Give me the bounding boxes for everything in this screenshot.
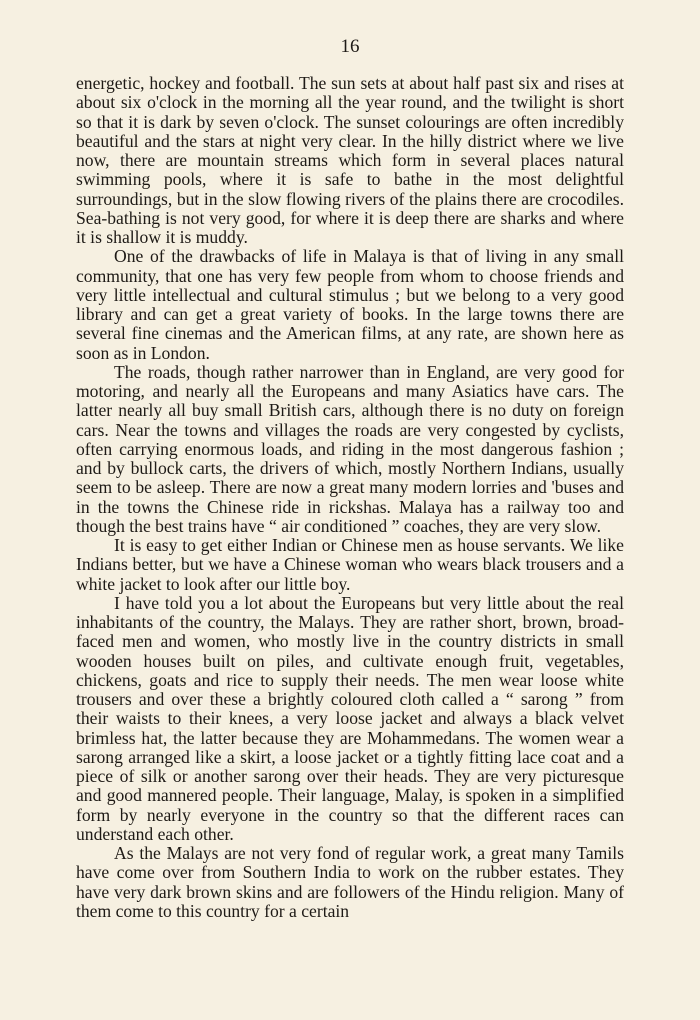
page-number: 16 — [340, 36, 360, 57]
paragraph-community: One of the drawbacks of life in Malaya is that of living in any small community, that one has very few people from whom to choose friends and very little intellectual and cultural stimulus ; but we belong to a very good library and can get a great variety of books. In the large towns there are several fine cinemas and the American films, at any rate, are shown here as soon as in London. — [76, 246, 624, 363]
paragraph-servants: It is easy to get either Indian or Chinese men as house servants. We like Indians better, but we have a Chinese woman who wears black trousers and a white jacket to look after our little boy. — [76, 535, 624, 594]
paragraph-tamils: As the Malays are not very fond of regular work, a great many Tamils have come over from Southern India to work on the rubber estates. They have very dark brown skins and are followers of the Hindu religion. Many of them come to this country for a certain — [76, 843, 624, 921]
paragraph-malays: I have told you a lot about the Europeans but very little about the real inhabitants of the country, the Malays. They are rather short, brown, broad-faced men and women, who mostly live in the country districts in small wooden houses built on piles, and cultivate enough fruit, vegetables, chickens, goats and rice to supply their needs. The men wear loose white trousers and over these a brightly coloured cloth called a “ sarong ” from their waists to their knees, a very loose jacket and always a black velvet brimless hat, the latter because they are Mohammedans. The women wear a sarong arranged like a skirt, a loose jacket or a tightly fitting lace coat and a piece of silk or another sarong over their heads. They are very picturesque and good mannered people. Their language, Malay, is spoken in a simplified form by nearly everyone in the country so that the different races can understand each other. — [76, 592, 624, 844]
paragraph-roads: The roads, though rather narrower than in England, are very good for motoring, and nearly all the Europeans and many Asiatics have cars. The latter nearly all buy small British cars, although there is no duty on foreign cars. Near the towns and villages the roads are very congested by cyclists, often carrying enormous loads, and riding in the most dangerous fashion ; and by bullock carts, the drivers of which, mostly Northern Indians, usually seem to be asleep. There are now a great many modern lorries and 'buses and in the towns the Chinese ride in rickshas. Malaya has a railway too and though the best trains have “ air conditioned ” coaches, they are very slow. — [76, 361, 624, 536]
body-text — [76, 74, 624, 921]
paragraph-climate: energetic, hockey and football. The sun sets at about half past six and rises at about six o'clock in the morning all the year round, and the twilight is short so that it is dark by seven o'clock. The sunset colourings are often incredibly beautiful and the stars at night very clear. In the hilly district where we live now, there are mountain streams which form in several places natural swimming pools, where it is safe to bathe in the most delightful surroundings, but in the slow flowing rivers of the plains there are crocodiles. Sea-bathing is not very good, for where it is deep there are sharks and where it is shallow it is muddy. — [76, 73, 624, 247]
